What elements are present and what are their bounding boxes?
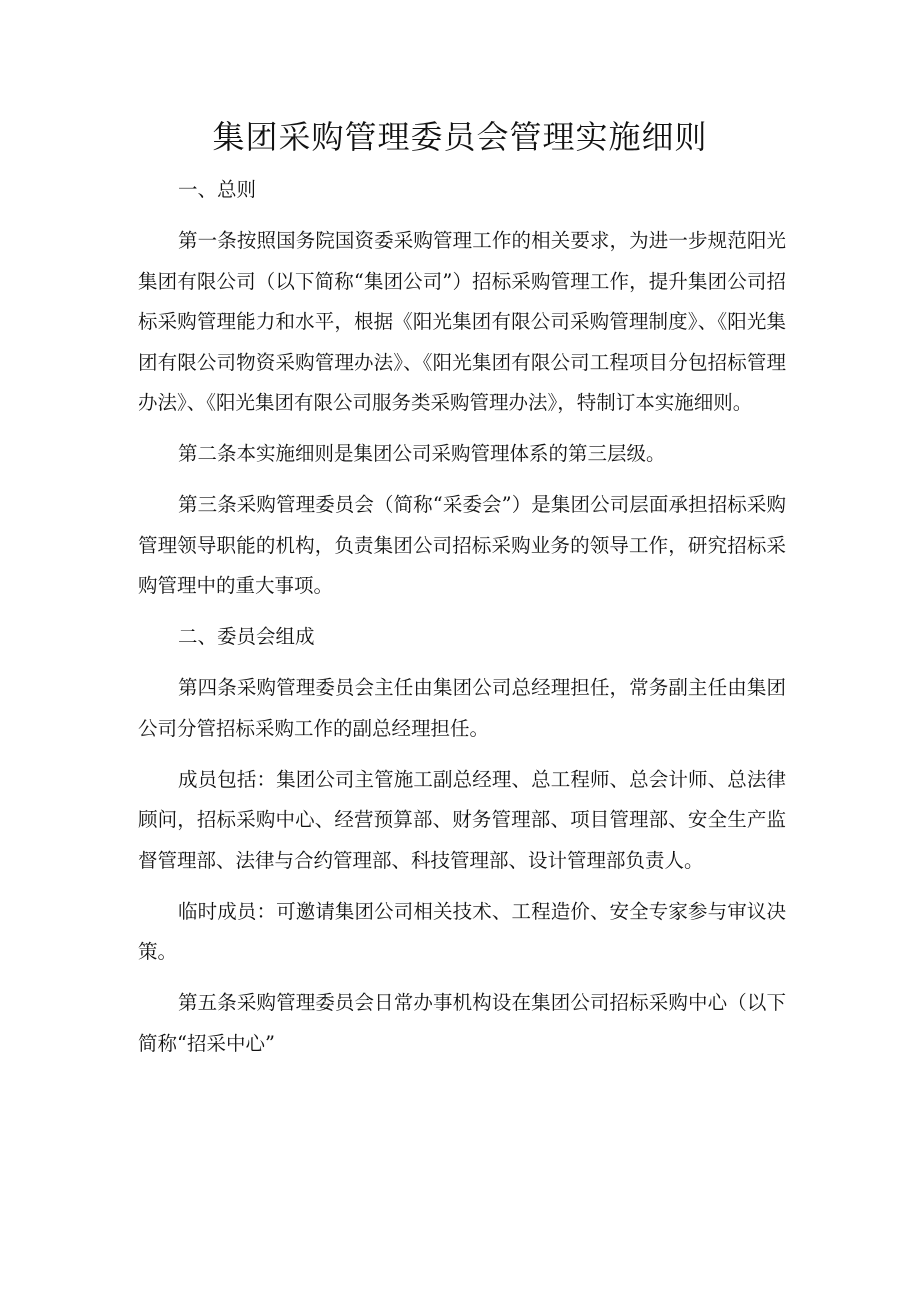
article-2-paragraph: 第二条本实施细则是集团公司采购管理体系的第三层级。 [178, 442, 666, 465]
article-4-paragraph: 第四条采购管理委员会主任由集团公司总经理担任，常务副主任由集团公司分管招标采购工作的副总经理担任。 [138, 676, 786, 740]
section-heading-committee: 二、委员会组成 [178, 625, 315, 648]
article-5-paragraph: 第五条采购管理委员会日常办事机构设在集团公司招标采购中心（以下简称“招采中心” [138, 991, 786, 1055]
document-title: 集团采购管理委员会管理实施细则 [212, 118, 708, 156]
article-1-paragraph: 第一条按照国务院国资委采购管理工作的相关要求，为进一步规范阳光集团有限公司（以下简称“集团公司”）招标采购管理工作，提升集团公司招标采购管理能力和水平，根据《阳光集团有限公司采购管理制度》、《阳光集团有限公司物资采购管理办法》、《阳光集团有限公司工程项目分包招标管理办法》、《阳光集团有限公司服务类采购管理办法》，特制订本实施细则。 [138, 229, 786, 414]
section-heading-general: 一、总则 [178, 178, 257, 201]
document-body [138, 170, 786, 1075]
members-paragraph: 成员包括：集团公司主管施工副总经理、总工程师、总会计师、总法律顾问，招标采购中心、经营预算部、财务管理部、项目管理部、安全生产监督管理部、法律与合约管理部、科技管理部、设计管理部负责人。 [138, 767, 786, 872]
temporary-members-paragraph: 临时成员：可邀请集团公司相关技术、工程造价、安全专家参与审议决策。 [138, 899, 786, 963]
article-3-paragraph: 第三条采购管理委员会（简称“采委会”）是集团公司层面承担招标采购管理领导职能的机构，负责集团公司招标采购业务的领导工作，研究招标采购管理中的重大事项。 [138, 493, 786, 597]
